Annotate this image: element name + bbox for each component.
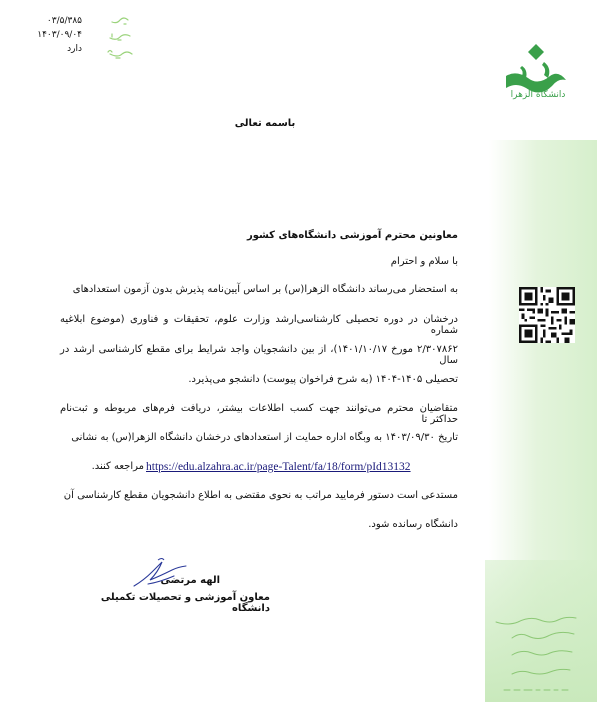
recipient-line: معاونین محترم آموزشی دانشگاه‌های کشور	[246, 230, 458, 241]
letter-heading: باسمه تعالی	[234, 118, 296, 129]
letter-number: ۰۳/۵/۳۸۵	[46, 16, 82, 26]
footer-address-graphic	[488, 612, 580, 702]
talent-page-link[interactable]: https://edu.alzahra.ac.ir/page-Talent/fa/18/form/pId13132	[146, 461, 411, 473]
letter-attachment: دارد	[67, 44, 82, 54]
paragraph-1-line-2: درخشان در دوره تحصیلی کارشناسی‌ارشد وزارت علوم، تحقیقات و فناوری (موضوع ابلاغیه شماره	[60, 314, 458, 336]
paragraph-2-line-1: متقاضیان محترم می‌توانند جهت کسب اطلاعات بیشتر، دریافت فرم‌های مربوطه و ثبت‌نام حداکثر تا	[60, 403, 458, 425]
paragraph-1-line-4: تحصیلی ۱۴۰۵-۱۴۰۴ (به شرح فراخوان پیوست) دانشجو می‌پذیرد.	[188, 374, 458, 385]
letter-date: ۱۴۰۳/۰۹/۰۴	[37, 30, 82, 40]
paragraph-2-line-3-suffix: مراجعه کنند.	[91, 461, 144, 472]
logo-caption: دانشگاه الزهرا	[510, 90, 566, 100]
paragraph-1-line-1: به استحضار می‌رساند دانشگاه الزهرا(س) بر اساس آیین‌نامه پذیرش بدون آزمون استعدادهای	[72, 284, 458, 295]
meta-field-labels-graphic	[98, 14, 136, 70]
paragraph-3-line-1: مستدعی است دستور فرمایید مراتب به نحوی مقتضی به اطلاع دانشجویان مقطع کارشناسی آن	[63, 490, 458, 501]
paragraph-3-line-2: دانشگاه رسانده شود.	[368, 519, 458, 530]
paragraph-2-line-2: تاریخ ۱۴۰۳/۰۹/۳۰ به وبگاه اداره حمایت از استعدادهای درخشان دانشگاه الزهرا(س) به نشانی	[71, 432, 458, 443]
handwritten-signature	[130, 556, 190, 592]
qr-code	[519, 287, 575, 343]
letter-meta	[20, 14, 82, 56]
signer-title: معاون آموزشی و تحصیلات تکمیلی دانشگاه	[100, 592, 270, 614]
paragraph-1-line-3: ۲/۳۰۷۸۶۲ مورخ ۱۴۰۱/۱۰/۱۷)، از بین دانشجویان واجد شرایط برای مقطع کارشناسی ارشد در سال	[60, 344, 458, 366]
signer-name: الهه مرتضی	[160, 575, 220, 586]
greeting-line: با سلام و احترام	[390, 256, 458, 267]
